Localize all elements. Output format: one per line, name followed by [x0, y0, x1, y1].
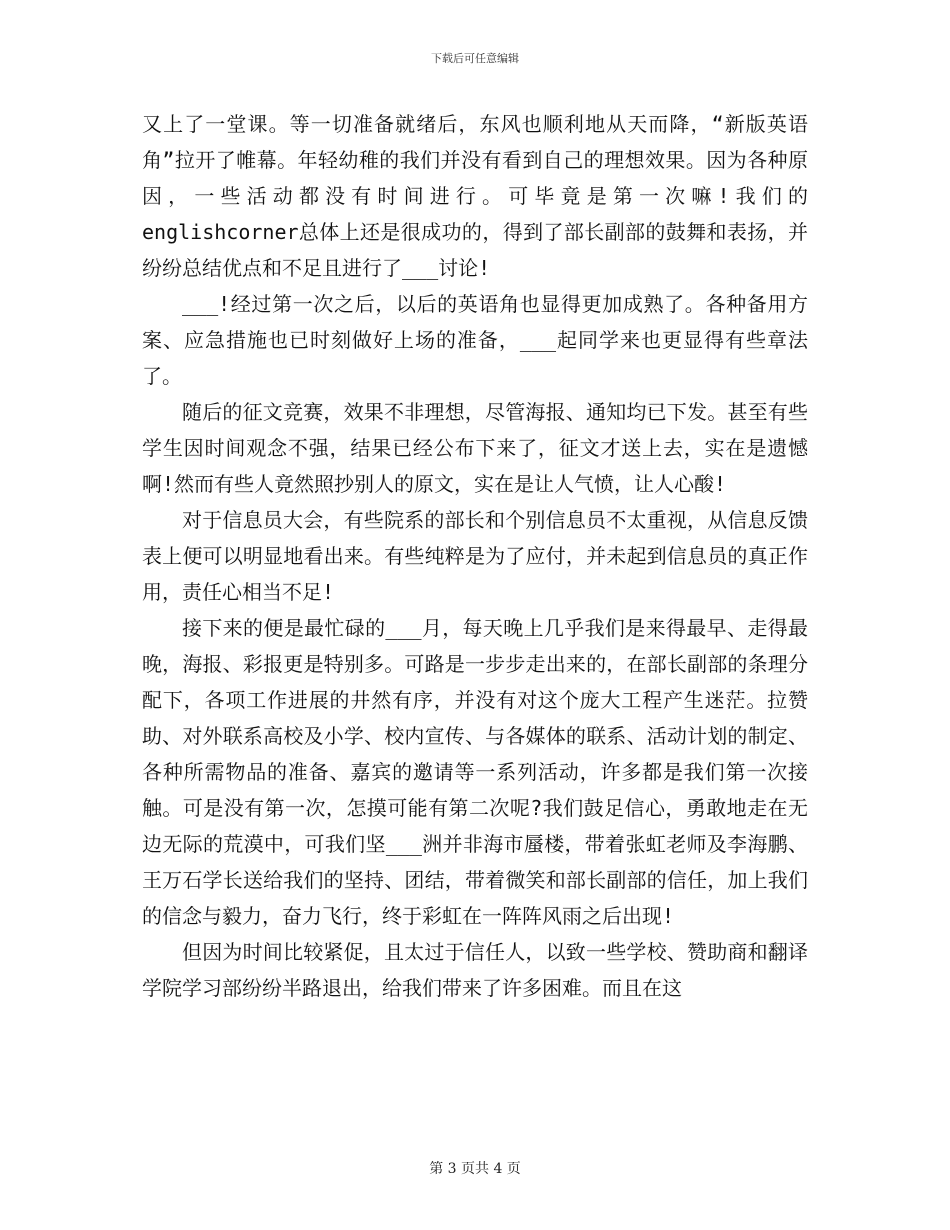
paragraph: 接下来的便是最忙碌的___月，每天晚上几乎我们是来得最早、走得最晚，海报、彩报更是特别多。可路是一步步走出来的，在部长副部的条理分配下，各项工作进展的井然有序，并没有对这个庞大工程产生迷茫。拉赞助、对外联系高校及小学、校内宣传、与各媒体的联系、活动计划的制定、各种所需物品的准备、嘉宾的邀请等一系列活动，许多都是我们第一次接触。可是没有第一次，怎摸可能有第二次呢?我们鼓足信心，勇敢地走在无边无际的荒漠中，可我们坚___洲并非海市蜃楼，带着张虹老师及李海鹏、王万石学长送给我们的坚持、团结，带着微笑和部长副部的信任，加上我们的信念与毅力，奋力飞行，终于彩虹在一阵阵风雨之后出现!	[142, 616, 808, 928]
paragraph: ___!经过第一次之后，以后的英语角也显得更加成熟了。各种备用方案、应急措施也已时刻做好上场的准备，___起同学来也更显得有些章法了。	[142, 292, 808, 388]
document-body	[142, 106, 808, 1006]
paragraph: 但因为时间比较紧促，且太过于信任人，以致一些学校、赞助商和翻译学院学习部纷纷半路退出，给我们带来了许多困难。而且在这	[142, 940, 808, 1000]
paragraph: 对于信息员大会，有些院系的部长和个别信息员不太重视，从信息反馈表上便可以明显地看出来。有些纯粹是为了应付，并未起到信息员的真正作用，责任心相当不足!	[142, 508, 808, 604]
paragraph: 随后的征文竞赛，效果不非理想，尽管海报、通知均已下发。甚至有些学生因时间观念不强，结果已经公布下来了，征文才送上去，实在是遗憾啊!然而有些人竟然照抄别人的原文，实在是让人气愤，让人心酸!	[142, 400, 808, 496]
paragraph-continued: 又上了一堂课。等一切准备就绪后，东风也顺利地从天而降，“新版英语角”拉开了帷幕。年轻幼稚的我们并没有看到自己的理想效果。因为各种原因，一些活动都没有时间进行。可毕竟是第一次嘛!我们的englishcorner总体上还是很成功的，得到了部长副部的鼓舞和表扬，并纷纷总结优点和不足且进行了___讨论!	[142, 112, 808, 280]
page-footer: 第 3 页共 4 页	[429, 1161, 521, 1177]
page-header: 下载后可任意编辑	[431, 52, 519, 65]
